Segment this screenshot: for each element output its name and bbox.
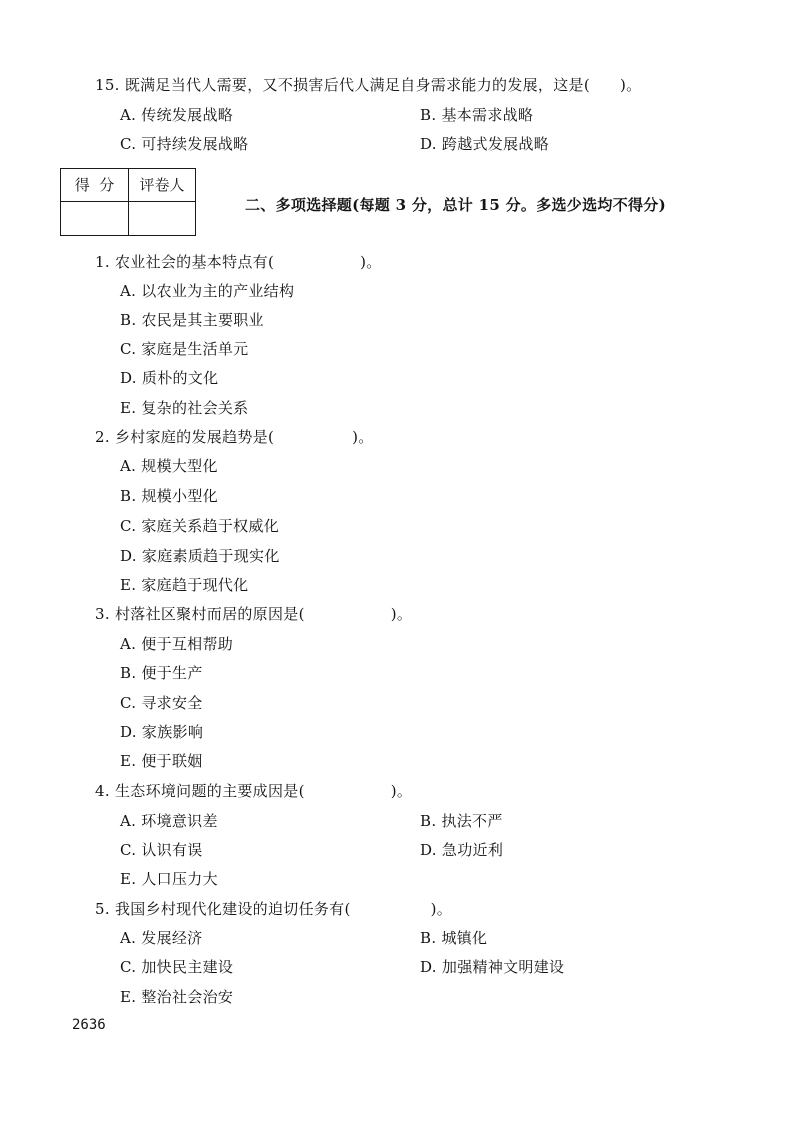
option-d: D. 质朴的文化 xyxy=(120,369,219,387)
option-a: A. 传统发展战略 xyxy=(120,106,234,124)
option-d: D. 加强精神文明建设 xyxy=(420,958,565,976)
option-e: E. 整治社会治安 xyxy=(120,988,234,1006)
option-d: D. 家族影响 xyxy=(120,723,204,741)
option-e: E. 便于联姻 xyxy=(120,752,203,770)
question-close: )。 xyxy=(430,900,453,918)
option-b: B. 规模小型化 xyxy=(120,487,218,505)
option-c: C. 寻求安全 xyxy=(120,694,203,712)
option-b: B. 便于生产 xyxy=(120,664,203,682)
answer-blank xyxy=(305,618,391,619)
answer-blank xyxy=(351,913,431,914)
option-c: C. 家庭关系趋于权威化 xyxy=(120,517,280,535)
option-a: A. 环境意识差 xyxy=(120,812,218,830)
option-d: D. 急功近利 xyxy=(420,841,504,859)
option-e: E. 人口压力大 xyxy=(120,870,218,888)
option-a: A. 规模大型化 xyxy=(120,457,218,475)
question-15 xyxy=(95,75,641,95)
option-c: C. 可持续发展战略 xyxy=(120,135,249,153)
score-box-column-divider xyxy=(128,169,129,235)
question-5 xyxy=(95,899,452,919)
question-3 xyxy=(95,604,412,624)
option-a: A. 发展经济 xyxy=(120,929,203,947)
question-close: )。 xyxy=(352,428,374,446)
question-close: )。 xyxy=(619,76,642,94)
option-b: B. 执法不严 xyxy=(420,812,503,830)
answer-blank xyxy=(274,266,360,267)
question-stem: 15. 既满足当代人需要，又不损害后代人满足自身需求能力的发展，这是( xyxy=(95,76,590,94)
score-label: 得 分 xyxy=(74,176,115,194)
question-4 xyxy=(95,781,412,801)
question-close: )。 xyxy=(390,605,413,623)
option-d: D. 家庭素质趋于现实化 xyxy=(120,547,280,565)
option-a: A. 以农业为主的产业结构 xyxy=(120,282,295,300)
score-box xyxy=(60,168,196,236)
section-title: 二、多项选择题(每题 3 分，总计 15 分。多选少选均不得分) xyxy=(245,196,666,214)
option-c: C. 认识有误 xyxy=(120,841,203,859)
answer-blank xyxy=(305,795,391,796)
question-1 xyxy=(95,252,382,272)
option-c: C. 加快民主建设 xyxy=(120,958,234,976)
option-e: E. 复杂的社会关系 xyxy=(120,399,249,417)
page-number: 2636 xyxy=(72,1017,106,1033)
question-close: )。 xyxy=(390,782,413,800)
question-close: )。 xyxy=(360,253,382,271)
question-stem: 2. 乡村家庭的发展趋势是( xyxy=(95,428,275,446)
answer-blank xyxy=(590,89,620,90)
option-e: E. 家庭趋于现代化 xyxy=(120,576,249,594)
grader-label: 评卷人 xyxy=(139,176,185,194)
option-a: A. 便于互相帮助 xyxy=(120,635,234,653)
question-2 xyxy=(95,427,374,447)
option-b: B. 城镇化 xyxy=(420,929,488,947)
question-stem: 3. 村落社区聚村而居的原因是( xyxy=(95,605,305,623)
question-stem: 1. 农业社会的基本特点有( xyxy=(95,253,275,271)
answer-blank xyxy=(274,441,352,442)
question-stem: 4. 生态环境问题的主要成因是( xyxy=(95,782,305,800)
option-d: D. 跨越式发展战略 xyxy=(420,135,550,153)
option-b: B. 基本需求战略 xyxy=(420,106,534,124)
option-b: B. 农民是其主要职业 xyxy=(120,311,264,329)
option-c: C. 家庭是生活单元 xyxy=(120,340,249,358)
question-stem: 5. 我国乡村现代化建设的迫切任务有( xyxy=(95,900,351,918)
